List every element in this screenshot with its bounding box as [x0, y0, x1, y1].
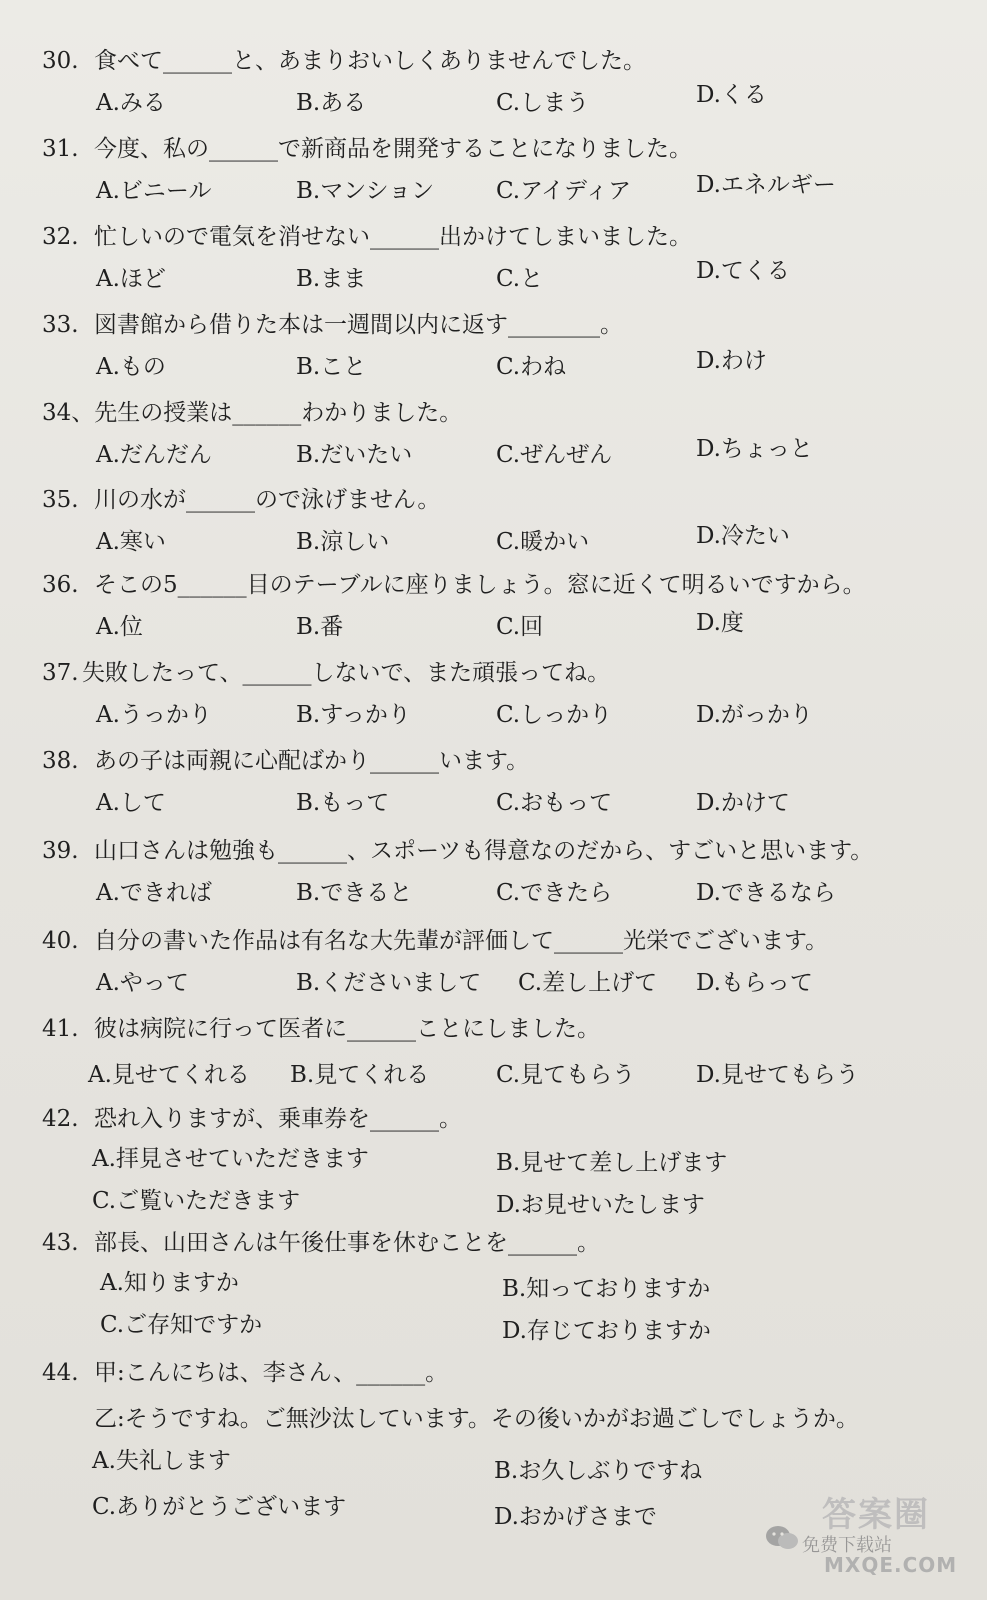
option-a: A.みる — [96, 90, 166, 116]
option-c: C.できたら — [496, 880, 613, 906]
question-stem: 33. 図書館から借りた本は一週間以内に返す________。 — [42, 312, 623, 338]
option-d: D.わけ — [696, 348, 767, 374]
option-d: D.エネルギー — [696, 172, 836, 198]
question-stem: 38. あの子は両親に心配ばかり______います。 — [42, 748, 530, 774]
option-d: D.もらって — [696, 970, 813, 996]
option-b: B.知っておりますか — [502, 1276, 711, 1302]
option-d: D.存じておりますか — [502, 1318, 711, 1344]
question-stem: 42. 恐れ入りますが、乗車券を______。 — [42, 1106, 462, 1132]
watermark-domain: MXQE.COM — [824, 1553, 958, 1577]
options-row — [0, 1268, 987, 1300]
option-a: A.位 — [96, 614, 143, 640]
option-d: D.見せてもらう — [696, 1062, 859, 1088]
option-b: B.もって — [296, 790, 390, 816]
option-a: A.うっかり — [96, 702, 212, 728]
option-b: B.見せて差し上げます — [496, 1150, 728, 1176]
question-stem: 39. 山口さんは勉強も______、スポーツも得意なのだから、すごいと思います。 — [42, 838, 874, 864]
question-stem: 30. 食べて______と、あまりおいしくありませんでした。 — [42, 48, 646, 74]
option-d: D.くる — [696, 82, 767, 108]
question-stem: 43. 部長、山田さんは午後仕事を休むことを______。 — [42, 1230, 600, 1256]
option-a: A.ほど — [96, 266, 166, 292]
option-b: B.番 — [296, 614, 344, 640]
option-b: B.くださいまして — [296, 970, 482, 996]
option-c: C.ご覧いただきます — [92, 1188, 301, 1214]
option-c: C.ぜんぜん — [496, 442, 613, 468]
question-stem: 36. そこの5______目のテーブルに座りましょう。窓に近くて明るいですから。 — [42, 572, 866, 598]
options-row — [0, 612, 987, 644]
option-d: D.てくる — [696, 258, 790, 284]
question-stem: 41. 彼は病院に行って医者に______ことにしました。 — [42, 1016, 600, 1042]
option-d: D.かけて — [696, 790, 790, 816]
options-row — [0, 348, 987, 384]
options-row — [0, 1446, 987, 1484]
watermark-subtitle: 免费下载站 — [802, 1535, 892, 1556]
option-c: C.回 — [496, 614, 544, 640]
options-row — [0, 82, 987, 120]
option-b: B.見てくれる — [290, 1062, 430, 1088]
wechat-icon — [764, 1523, 800, 1553]
option-d: D.おかげさまで — [494, 1504, 657, 1530]
option-c: C.アイディア — [496, 178, 632, 204]
question-stem: 37. 失敗したって、______しないで、また頑張ってね。 — [42, 660, 611, 686]
option-d: D.お見せいたします — [496, 1192, 705, 1218]
options-row — [0, 1186, 987, 1218]
watermark — [764, 1487, 969, 1582]
options-row — [0, 1144, 987, 1176]
option-a: A.失礼します — [92, 1448, 231, 1474]
options-row — [0, 968, 987, 1000]
options-row — [0, 788, 987, 820]
option-b: B.こと — [296, 354, 367, 380]
option-c: C.ご存知ですか — [100, 1312, 263, 1338]
option-d: D.がっかり — [696, 702, 813, 728]
option-c: C.おもって — [496, 790, 613, 816]
option-d: D.できるなら — [696, 880, 836, 906]
option-a: A.寒い — [96, 529, 166, 555]
option-c: C.差し上げて — [518, 970, 658, 996]
option-d: D.度 — [696, 610, 744, 636]
option-a: A.だんだん — [96, 442, 212, 468]
option-c: C.見てもらう — [496, 1062, 636, 1088]
question-stem: 34、先生の授業は______わかりました。 — [42, 400, 463, 426]
options-row — [0, 258, 987, 296]
option-c: C.しまう — [496, 90, 590, 116]
options-row — [0, 436, 987, 472]
question-stem: 40. 自分の書いた作品は有名な大先輩が評価して______光栄でございます。 — [42, 928, 829, 954]
options-row — [0, 700, 987, 732]
option-a: A.ビニール — [96, 178, 212, 204]
option-c: C.しっかり — [496, 702, 613, 728]
question-stem: 32. 忙しいので電気を消せない______出かけてしまいました。 — [42, 224, 692, 250]
options-row — [0, 523, 987, 559]
option-c: C.わね — [496, 354, 567, 380]
options-row — [0, 1310, 987, 1342]
question-stem-line-2: 乙:そうですね。ご無沙汰しています。その後いかがお過ごしでしょうか。 — [94, 1406, 859, 1432]
option-b: B.ある — [296, 90, 367, 116]
option-b: B.涼しい — [296, 529, 390, 555]
option-a: A.やって — [96, 970, 189, 996]
question-stem: 44. 甲:こんにちは、李さん、______。 — [42, 1360, 449, 1386]
option-a: A.知りますか — [100, 1270, 239, 1296]
options-row — [0, 878, 987, 910]
option-b: B.お久しぶりですね — [494, 1458, 703, 1484]
watermark-title: 答案圈 — [822, 1495, 930, 1535]
option-a: A.して — [96, 790, 166, 816]
option-c: C.ありがとうございます — [92, 1494, 347, 1520]
option-d: D.ちょっと — [696, 436, 813, 462]
option-b: B.できると — [296, 880, 413, 906]
option-a: A.拝見させていただきます — [92, 1146, 369, 1172]
option-a: A.できれば — [96, 880, 212, 906]
option-c: C.暖かい — [496, 529, 590, 555]
option-b: B.すっかり — [296, 702, 411, 728]
option-a: A.もの — [96, 354, 166, 380]
options-row — [0, 1060, 987, 1092]
option-b: B.だいたい — [296, 442, 413, 468]
option-a: A.見せてくれる — [88, 1062, 250, 1088]
option-c: C.と — [496, 266, 544, 292]
options-row — [0, 172, 987, 208]
option-d: D.冷たい — [696, 523, 790, 549]
option-b: B.まま — [296, 266, 367, 292]
question-stem: 31. 今度、私の______で新商品を開発することになりました。 — [42, 136, 692, 162]
question-stem: 35. 川の水が______ので泳げません。 — [42, 487, 441, 513]
option-b: B.マンション — [296, 178, 435, 204]
